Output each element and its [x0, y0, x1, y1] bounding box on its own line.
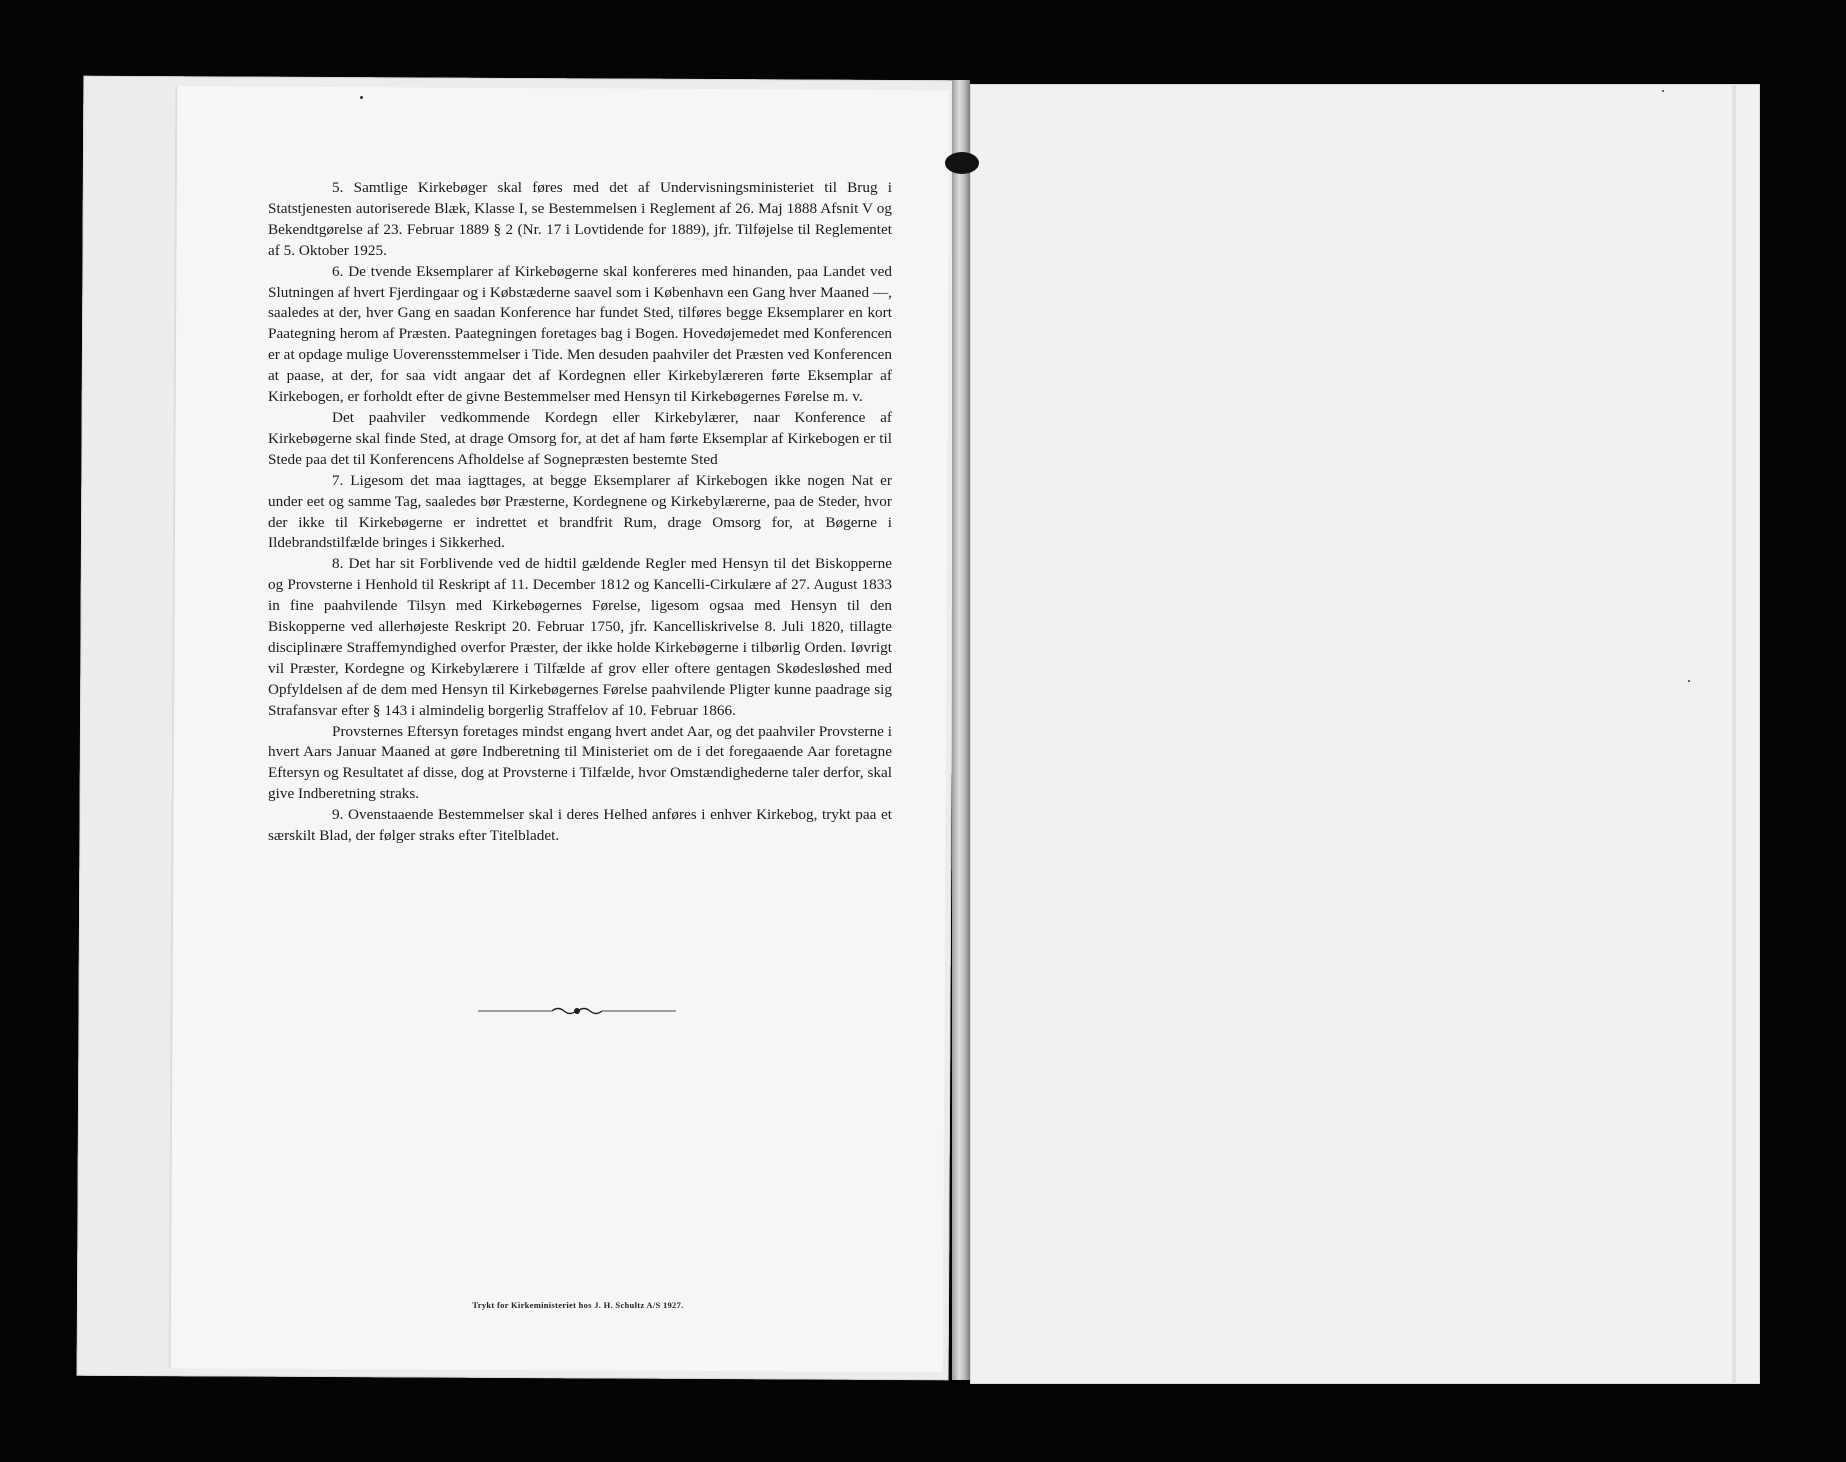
paragraph-6: 6. De tvende Eksemplarer af Kirkebøgerne skal konfereres med hinanden, paa Landet ved Slutningen af hvert Fjerdingaar og i Købstæderne saavel som i København een Gang hver Maaned —, saaledes at der, hver Gang en saadan Konference har fundet Sted, tilføres begge Eksemplarer en kort Paategning herom af Præsten. Paategningen foretages bag i Bogen. Hovedøjemedet med Konferencen er at opdage mulige Uoverensstemmelser i Tide. Men desuden paahviler det Præsten ved Konferencen at paase, at der, for saa vidt angaar det af Kordegnen eller Kirkebylæreren førte Eksemplar af Kirkebogen, er forholdt efter de givne Bestemmelser med Hensyn til Kirkebøgernes Førelse m. v.: [268, 262, 892, 406]
paragraph-8: 8. Det har sit Forblivende ved de hidtil gældende Regler med Hensyn til det Biskopperne og Provsterne i Henhold til Reskript af 11. December 1812 og Kancelli-Cirkulære af 27. August 1833 in fine paahvilende Tilsyn med Kirkebøgernes Førelse, ligesom ogsaa med Hensyn til den Biskopperne ved allerhøjeste Reskript 20. Februar 1750, jfr. Kancelliskrivelse 8. Juli 1820, tillagte disciplinære Straffemyndighed overfor Præster, der ikke holde Kirkebøgerne i tilbørlig Orden. Iøvrigt vil Præster, Kordegne og Kirkebylærere i Tilfælde af grov eller oftere gentagen Skødesløshed med Opfyldelsen af de dem med Hensyn til Kirkebøgernes Førelse paahvilende Pligter kunne paadrage sig Strafansvar efter § 143 i almindelig borgerlig Straffelov af 10. Februar 1866.: [268, 555, 892, 719]
book-gutter: [952, 80, 970, 1380]
paragraph-6-continued: Det paahviler vedkommende Kordegn eller Kirkebylærer, naar Konference af Kirkebøgerne skal finde Sted, at drage Omsorg for, at det af ham førte Eksemplar af Kirkebogen er til Stede paa det til Konferencens Afholdelse af Sognepræsten bestemte Sted: [268, 408, 892, 468]
binding-hole: [945, 152, 979, 174]
paper-speck: [1688, 680, 1690, 682]
printer-imprint: Trykt for Kirkeministeriet hos J. H. Schultz A/S 1927.: [472, 1300, 684, 1310]
right-page-edge: [1732, 84, 1736, 1384]
right-page-blank: [970, 84, 1760, 1384]
regulation-text: [268, 178, 892, 847]
paper-speck: [1662, 90, 1664, 92]
paragraph-8-continued: Provsternes Eftersyn foretages mindst engang hvert andet Aar, og det paahviler Provsterne i hvert Aars Januar Maaned at gøre Indberetning til Ministeriet om de i det foregaaende Aar foretagne Eftersyn og Resultatet af disse, dog at Provsterne i Tilfælde, hvor Omstændighederne taler derfor, skal give Indberetning straks.: [268, 722, 892, 803]
paragraph-7: 7. Ligesom det maa iagttages, at begge Eksemplarer af Kirkebogen ikke nogen Nat er under eet og samme Tag, saaledes bør Præsterne, Kordegnene og Kirkebylærerne, paa de Steder, hvor der ikke til Kirkebøgerne er indrettet et brandfrit Rum, drage Omsorg for, at Bøgerne i Ildebrandstilfælde bringes i Sikkerhed.: [268, 471, 892, 552]
paragraph-9: 9. Ovenstaaende Bestemmelser skal i deres Helhed anføres i enhver Kirkebog, trykt paa et særskilt Blad, der følger straks efter Titelbladet.: [268, 806, 892, 845]
paper-speck: [360, 96, 363, 99]
paragraph-5: 5. Samtlige Kirkebøger skal føres med det af Undervisningsministeriet til Brug i Statstjenesten autoriserede Blæk, Klasse I, se Bestemmelsen i Reglement af 26. Maj 1888 Afsnit V og Bekendtgørelse af 23. Februar 1889 § 2 (Nr. 17 i Lovtidende for 1889), jfr. Tilføjelse til Reglementet af 5. Oktober 1925.: [268, 179, 892, 259]
ornament-divider-icon: [478, 1004, 676, 1018]
